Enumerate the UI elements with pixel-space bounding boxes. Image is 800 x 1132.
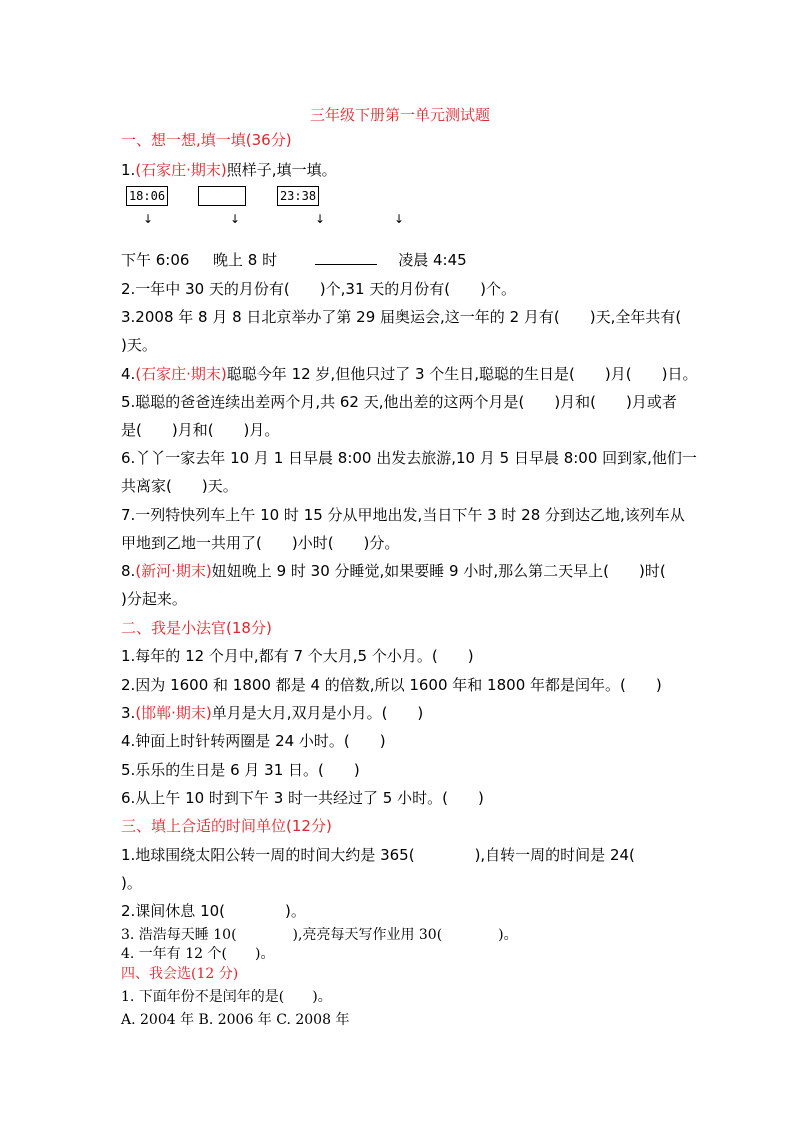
unit-4: 4. 一年有 12 个( )。	[121, 946, 275, 962]
source-tag: (石家庄·期末)	[135, 365, 227, 383]
question-3-line-2: )天。	[121, 336, 157, 354]
judge-5: 5.乐乐的生日是 6 月 31 日。( )	[121, 761, 360, 779]
judge-2: 2.因为 1600 和 1800 都是 4 的倍数,所以 1600 年和 1800 年都是闰年。( )	[121, 676, 662, 694]
question-4	[121, 364, 697, 384]
answer-2: 晚上 8 时	[213, 251, 278, 269]
question-5-line-1: 5.聪聪的爸爸连续出差两个月,共 62 天,他出差的这两个月是( )月和( )月或者	[121, 393, 677, 411]
question-6-line-2: 共离家( )天。	[121, 477, 238, 495]
question-text: 聪聪今年 12 岁,但他只过了 3 个生日,聪聪的生日是( )月( )日。	[226, 365, 698, 383]
unit-1-line-1: 1.地球围绕太阳公转一周的时间大约是 365( ),自转一周的时间是 24(	[121, 846, 635, 864]
judge-1: 1.每年的 12 个月中,都有 7 个大月,5 个小月。( )	[121, 647, 474, 665]
section-1-heading: 一、想一想,填一填(36分)	[121, 131, 292, 149]
question-8	[121, 561, 666, 581]
question-7-line-1: 7.一列特快列车上午 10 时 15 分从甲地出发,当日下午 3 时 28 分到达乙地,该列车从	[121, 506, 685, 524]
arrow-down-icon: ↓	[230, 212, 241, 226]
question-number: 4.	[121, 365, 136, 383]
page-title: 三年级下册第一单元测试题	[309, 106, 490, 124]
unit-3: 3. 浩浩每天睡 10( ),亮亮每天写作业用 30( )。	[121, 927, 518, 943]
question-number: 8.	[121, 562, 136, 580]
question-text: 妞妞晚上 9 时 30 分睡觉,如果要睡 9 小时,那么第二天早上( )时(	[211, 562, 666, 580]
section-3-heading: 三、填上合适的时间单位(12分)	[121, 817, 332, 835]
arrow-down-icon: ↓	[143, 212, 154, 226]
unit-2: 2.课间休息 10( )。	[121, 902, 306, 920]
source-tag: (邯郸·期末)	[135, 704, 212, 722]
judge-6: 6.从上午 10 时到下午 3 时一共经过了 5 小时。( )	[121, 789, 484, 807]
clock-display-3: 23:38	[277, 186, 319, 206]
section-4-heading: 四、我会选(12 分)	[121, 966, 239, 982]
answer-1: 下午 6:06	[121, 251, 190, 269]
clock-display-blank[interactable]	[198, 186, 246, 206]
question-2: 2.一年中 30 天的月份有( )个,31 天的月份有( )个。	[121, 280, 516, 298]
question-8-line-2: )分起来。	[121, 590, 187, 608]
section-2-heading: 二、我是小法官(18分)	[121, 619, 272, 637]
question-1	[121, 160, 337, 180]
question-3-line-1: 3.2008 年 8 月 8 日北京举办了第 29 届奥运会,这一年的 2 月有( )天,全年共有(	[121, 308, 682, 326]
question-text: 单月是大月,双月是小月。( )	[211, 704, 424, 722]
answer-4: 凌晨 4:45	[398, 251, 467, 269]
arrow-down-icon: ↓	[394, 212, 405, 226]
arrow-down-icon: ↓	[315, 212, 326, 226]
judge-4: 4.钟面上时针转两圈是 24 小时。( )	[121, 732, 386, 750]
answer-blank[interactable]	[315, 250, 377, 265]
clock-display-1: 18:06	[126, 186, 168, 206]
question-1-answers	[121, 250, 467, 270]
unit-1-line-2: )。	[121, 874, 142, 892]
question-number: 1.	[121, 161, 136, 179]
question-6-line-1: 6.丫丫一家去年 10 月 1 日早晨 8:00 出发去旅游,10 月 5 日早晨 8:00 回到家,他们一	[121, 449, 697, 467]
choice-1: 1. 下面年份不是闰年的是( )。	[121, 989, 332, 1005]
question-text: 照样子,填一填。	[226, 161, 337, 179]
source-tag: (新河·期末)	[135, 562, 212, 580]
question-7-line-2: 甲地到乙地一共用了( )小时( )分。	[121, 534, 400, 552]
judge-3	[121, 703, 423, 723]
choice-1-options: A. 2004 年 B. 2006 年 C. 2008 年	[121, 1012, 350, 1028]
source-tag: (石家庄·期末)	[135, 161, 227, 179]
question-number: 3.	[121, 704, 136, 722]
question-5-line-2: 是( )月和( )月。	[121, 421, 280, 439]
